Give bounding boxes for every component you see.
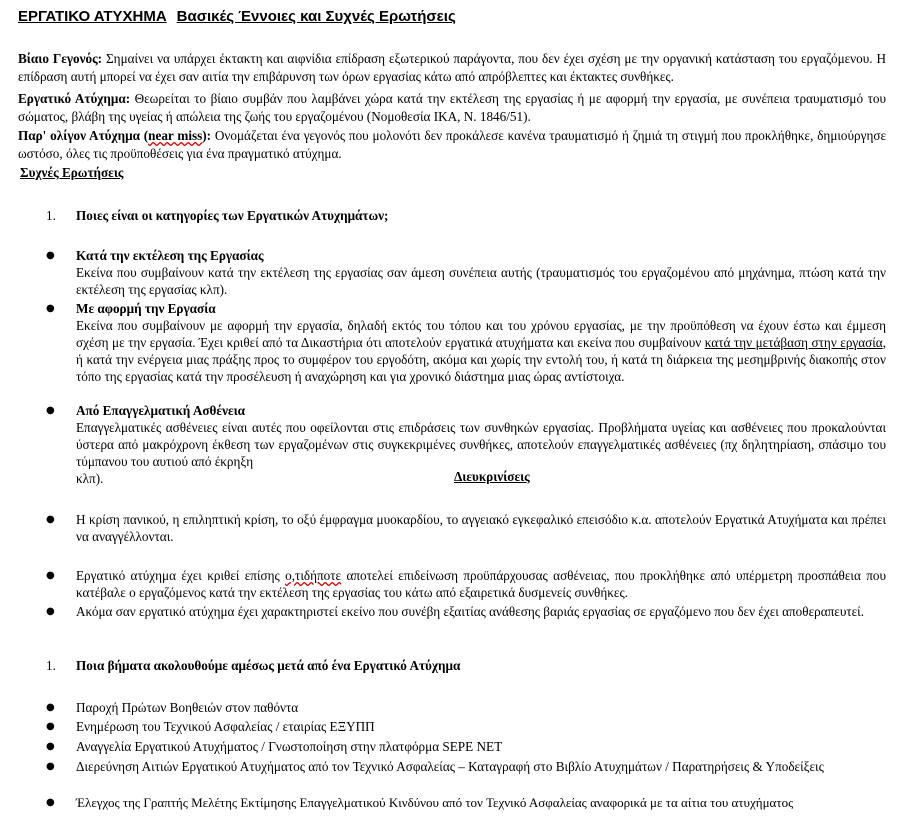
document-title — [18, 8, 456, 25]
clarification-item: Εργατικό ατύχημα έχει κριθεί επίσης ο,τιδήποτε αποτελεί επιδείνωση προϋπάρχουσας ασθένειας, που προκλήθηκε από υπέρμετρη προσπάθεια που κατέβαλε ο εργαζόμενος κατά την εκτέλεση της εργασίας του κάτω από εξαιρετικά δυσμενείς συνθήκες. — [76, 568, 887, 600]
category-occupational-disease — [76, 402, 886, 470]
step-item: Παροχή Πρώτων Βοηθειών στον παθόντα — [76, 700, 299, 715]
bullet-icon: ● — [46, 721, 55, 732]
bullet-icon: ● — [46, 797, 55, 808]
question-steps: Ποια βήματα ακολουθούμε αμέσως μετά από ένα Εργατικό Ατύχημα — [76, 658, 461, 673]
clarification-item: Ακόμα σαν εργατικό ατύχημα έχει χαρακτηριστεί εκείνο που συνέβη εξαιτίας ανάθεσης βαριάς εργασίας σε εργαζόμενο που δεν έχει αποθεραπευτεί. — [76, 604, 865, 619]
bullet-icon: ● — [46, 761, 55, 772]
definition-text: Σημαίνει να υπάρχει έκτακτη και αιφνίδια επίδραση εξωτερικού παράγοντα, που δεν έχει σχέση με την οργανική κατάσταση του εργαζόμενου. Η επίδραση αυτή μπορεί να έχει σαν αιτία την επιβάρυνση των όρων εργασίας κάτω από απρόβλεπτες και έκτακτες συνθήκες. — [18, 51, 886, 84]
category-title: Με αφορμή την Εργασία — [76, 301, 216, 316]
definition-text: Θεωρείται το βίαιο συμβάν που λαμβάνει χώρα κατά την εκτέλεση της εργασίας ή με αφορμή την εργασία, με συνέπεια τραυματισμό του σώματος, βλάβη της υγείας ή απώλεια της ζωής του εργαζομένου (Νομοθεσία ΙΚΑ, Ν. 1846/51). — [18, 91, 886, 124]
definition-near-miss — [18, 127, 886, 163]
definition-violent-event — [18, 50, 886, 86]
category-text: Εκείνα που συμβαίνουν κατά την εκτέλεση της εργασίας σαν άμεση συνέπεια αυτής (τραυματισμός του εργαζομένου από μηχάνημα, πτώση κατά την εκτέλεση της εργασίας κλπ). — [76, 265, 886, 297]
clarification-item: Η κρίση πανικού, η επιληπτική κρίση, το οξύ έμφραγμα μυοκαρδίου, το αγγειακό εγκεφαλικό επεισόδιο κ.α. αποτελούν Εργατικά Ατυχήματα και πρέπει να αναγγέλλονται. — [76, 512, 886, 544]
bullet-icon: ● — [46, 250, 55, 261]
question-number: 1. — [46, 208, 56, 223]
definition-term: Βίαιο Γεγονός: — [18, 51, 103, 66]
step-item: Αναγγελία Εργατικού Ατυχήματος / Γνωστοποίηση στην πλατφόρμα SEPE NET — [76, 739, 503, 754]
category-text-tail: κλπ). — [76, 471, 104, 486]
step-item: Διερεύνηση Αιτιών Εργατικού Ατυχήματος από τον Τεχνικό Ασφαλείας – Καταγραφή στο Βιβλίο Ατυχημάτων / Παρατηρήσεις & Υποδείξεις — [76, 759, 824, 774]
bullet-icon: ● — [46, 514, 55, 525]
title-subtitle: Βασικές Έννοιες και Συχνές Ερωτήσεις — [176, 8, 456, 25]
bullet-icon: ● — [46, 570, 55, 581]
category-due-to-work — [76, 300, 886, 385]
title-main: ΕΡΓΑΤΙΚΟ ΑΤΥΧΗΜΑ — [18, 8, 167, 25]
definition-term: Εργατικό Ατύχημα: — [18, 91, 131, 106]
clarifications-heading: Διευκρινίσεις — [454, 469, 530, 484]
commute-phrase: κατά την μετάβαση στην εργασία — [704, 335, 883, 350]
bullet-icon: ● — [46, 405, 55, 416]
bullet-icon: ● — [46, 606, 55, 617]
category-text: Επαγγελματικές ασθένειες είναι αυτές που οφείλονται στις επιδράσεις των συνθηκών εργασίας. Προβλήματα υγείας και ασθένειες που προκαλούνται ύστερα από μακρόχρονη έκθεση των εργαζομένων στις συγκεκριμένες συνθήκες, αποτελούν επαγγελματικές ασθένειες (πχ δηλητηρίαση, σπάσιμο του τύμπανου του αυτιού από έκρηξη — [76, 420, 886, 469]
category-text: Εκείνα που συμβαίνουν με αφορμή την εργασία, δηλαδή εκτός του τόπου και του χρόνου εργασίας, με την προϋπόθεση να έχουν έστω και έμμεση σχέση με την εργασία. Έχει κριθεί από τα Δικαστήρια ότι αποτελούν εργατικά ατυχήματα και εκείνα που συμβαίνουν κατά την μετάβαση στην εργασία, ή κατά την ενέργεια μιας πράξης προς το συμφέρον του εργοδότη, ακόμα και χωρίς την εντολή του, ή κατά τη διάρκεια της μεσημβρινής διακοπής στον τόπο της εργασίας κατά την προσέλευση ή αναχώρηση και για χρονικό διάστημα μιας ώρας αντίστοιχα. — [76, 318, 886, 384]
definition-term: Παρ' ολίγον Ατύχημα (near miss): — [18, 128, 212, 143]
step-item: Ενημέρωση του Τεχνικού Ασφαλείας / εταιρίας ΕΞΥΠΠ — [76, 719, 375, 734]
question-categories: Ποιες είναι οι κατηγορίες των Εργατικών Ατυχημάτων; — [76, 208, 389, 223]
bullet-icon: ● — [46, 303, 55, 314]
category-title: Από Επαγγελματική Ασθένεια — [76, 403, 246, 418]
question-number: 1. — [46, 658, 56, 673]
faq-heading: Συχνές Ερωτήσεις — [20, 165, 124, 180]
misspelled-word: ο,τιδήποτε — [285, 568, 342, 583]
category-during-work — [76, 247, 886, 298]
category-title: Κατά την εκτέλεση της Εργασίας — [76, 248, 264, 263]
bullet-icon: ● — [46, 741, 55, 752]
definition-work-accident — [18, 90, 886, 126]
bullet-icon: ● — [46, 702, 55, 713]
definition-text: Ονομάζεται ένα γεγονός που μολονότι δεν προκάλεσε κανένα τραυματισμό ή ζημιά τη στιγμή που προκλήθηκε, δημιούργησε ωστόσο, όλες τις προϋποθέσεις για ένα πραγματικό ατύχημα. — [18, 128, 887, 161]
step-item: Έλεγχος της Γραπτής Μελέτης Εκτίμησης Επαγγελματικού Κινδύνου από τον Τεχνικό Ασφαλείας αναφορικά με τα αίτια του ατυχήματος — [76, 795, 794, 810]
